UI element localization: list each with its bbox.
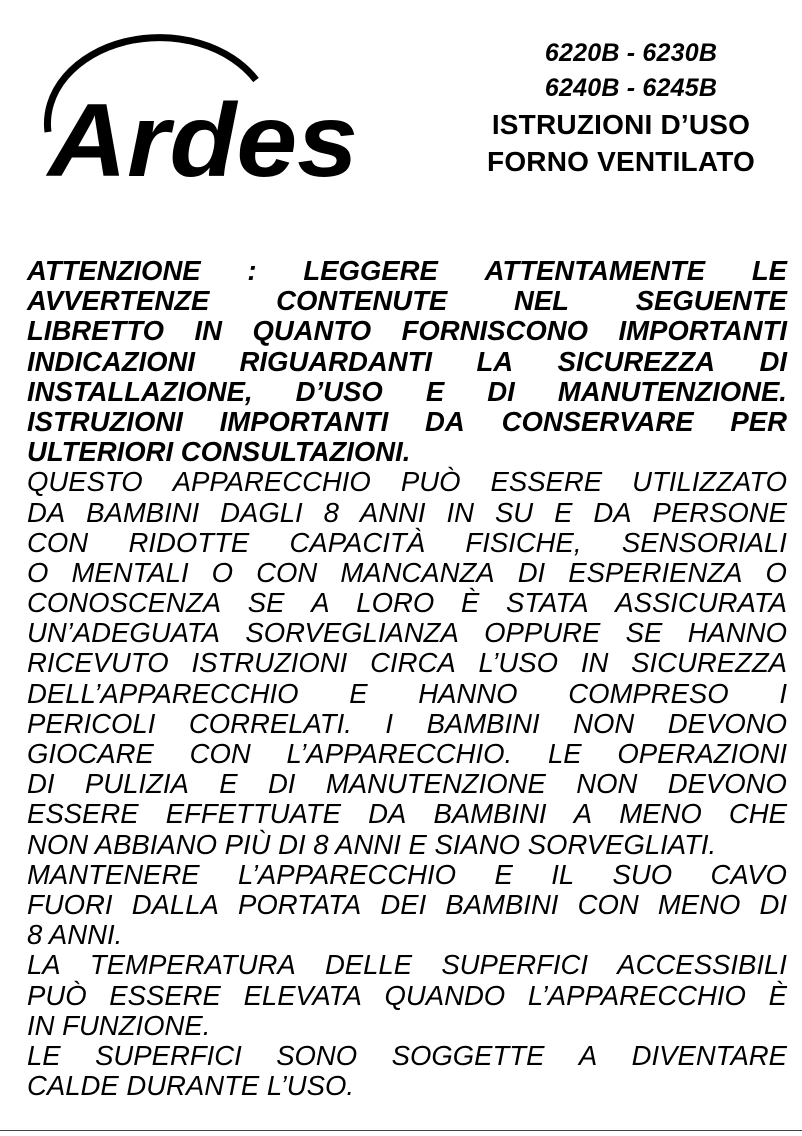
safety-instructions bbox=[27, 256, 787, 1101]
warning-line: AVVERTENZE CONTENUTE NEL SEGUENTE bbox=[27, 285, 787, 317]
model-numbers-line-1: 6220B - 6230B bbox=[544, 39, 718, 67]
safety-line: GIOCARE CON L’APPARECCHIO. LE OPERAZIONI bbox=[27, 738, 787, 769]
safety-paragraph bbox=[27, 467, 787, 1101]
model-numbers-line-2: 6240B - 6245B bbox=[544, 74, 718, 102]
safety-line: ESSERE EFFETTUATE DA BAMBINI A MENO CHE bbox=[27, 798, 787, 830]
safety-line: UN’ADEGUATA SORVEGLIANZA OPPURE SE HANNO bbox=[27, 617, 787, 649]
logo-text: Ardes bbox=[44, 83, 359, 190]
safety-line: RICEVUTO ISTRUZIONI CIRCA L’USO IN SICUREZZA bbox=[27, 647, 787, 679]
safety-line: FUORI DALLA PORTATA DEI BAMBINI CON MENO DI bbox=[27, 888, 787, 920]
warning-line: ATTENZIONE : LEGGERE ATTENTAMENTE LE bbox=[27, 255, 787, 286]
document-title-line-2: FORNO VENTILATO bbox=[487, 146, 755, 177]
safety-line: DELL’APPARECCHIO E HANNO COMPRESO I bbox=[27, 677, 787, 709]
safety-line: LA TEMPERATURA DELLE SUPERFICI ACCESSIBILI bbox=[27, 949, 787, 981]
warning-line: LIBRETTO IN QUANTO FORNISCONO IMPORTANTI bbox=[27, 315, 787, 347]
safety-line: DA BAMBINI DAGLI 8 ANNI IN SU E DA PERSONE bbox=[27, 496, 787, 528]
warning-line: ISTRUZIONI IMPORTANTI DA CONSERVARE PER bbox=[27, 405, 787, 437]
safety-line: CONOSCENZA SE A LORO È STATA ASSICURATA bbox=[27, 587, 787, 619]
safety-line: NON ABBIANO PIÙ DI 8 ANNI E SIANO SORVEGLIATI. bbox=[27, 828, 717, 860]
safety-line: PERICOLI CORRELATI. I BAMBINI NON DEVONO bbox=[27, 707, 787, 739]
safety-line: PUÒ ESSERE ELEVATA QUANDO L’APPARECCHIO È bbox=[27, 979, 787, 1011]
warning-paragraph bbox=[27, 256, 787, 467]
safety-line: CON RIDOTTE CAPACITÀ FISICHE, SENSORIALI bbox=[27, 526, 787, 558]
safety-line: CALDE DURANTE L’USO. bbox=[27, 1070, 355, 1102]
safety-line: O MENTALI O CON MANCANZA DI ESPERIENZA O bbox=[27, 556, 787, 588]
ardes-logo bbox=[38, 30, 368, 190]
safety-line: DI PULIZIA E DI MANUTENZIONE NON DEVONO bbox=[27, 768, 787, 800]
safety-line: QUESTO APPARECCHIO PUÒ ESSERE UTILIZZATO bbox=[27, 466, 787, 498]
safety-line: 8 ANNI. bbox=[27, 919, 123, 951]
warning-line: INDICAZIONI RIGUARDANTI LA SICUREZZA DI bbox=[27, 345, 787, 377]
safety-line: MANTENERE L’APPARECCHIO E IL SUO CAVO bbox=[27, 858, 787, 890]
bottom-rule bbox=[0, 1130, 802, 1131]
header bbox=[440, 36, 802, 180]
warning-line: ULTERIORI CONSULTAZIONI. bbox=[27, 436, 411, 468]
safety-line: IN FUNZIONE. bbox=[27, 1009, 211, 1041]
document-title-line-1: ISTRUZIONI D’USO bbox=[491, 109, 751, 140]
safety-line: LE SUPERFICI SONO SOGGETTE A DIVENTARE bbox=[27, 1039, 787, 1071]
warning-line: INSTALLAZIONE, D’USO E DI MANUTENZIONE. bbox=[27, 375, 787, 407]
